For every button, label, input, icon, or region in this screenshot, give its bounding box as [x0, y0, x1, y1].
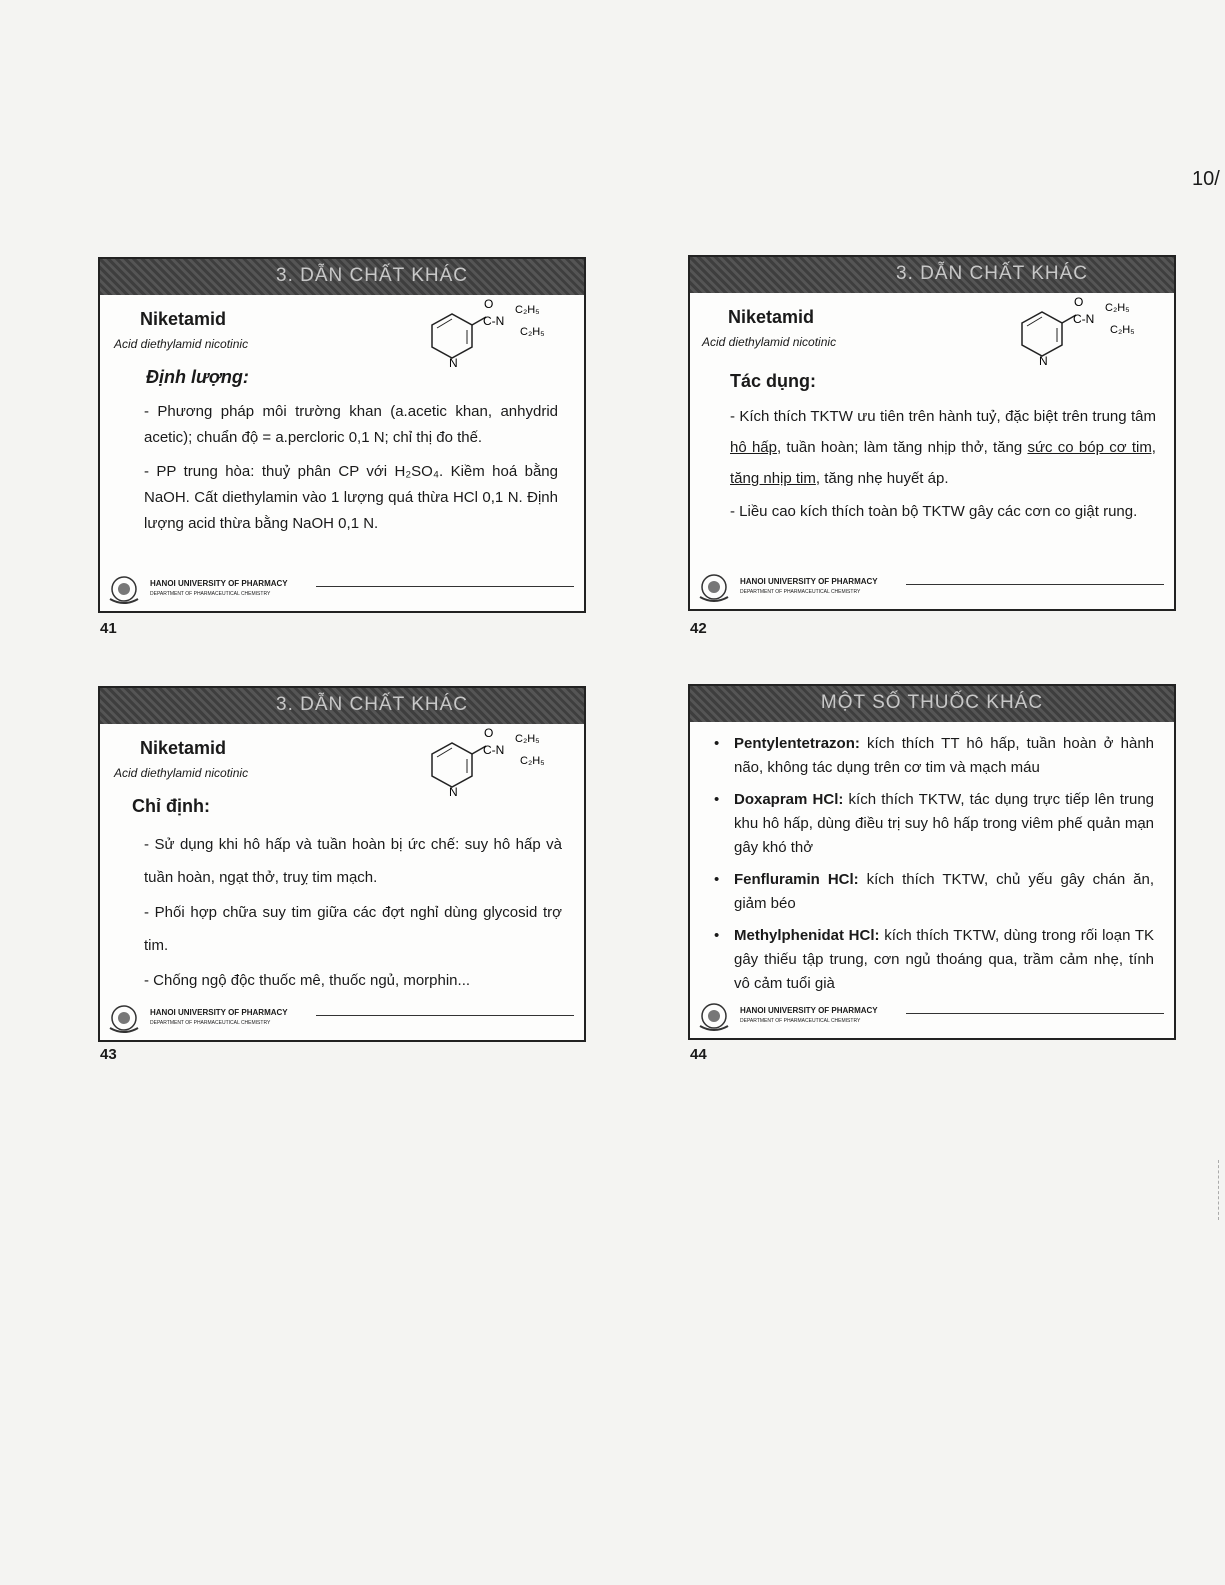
slide-header: 3. DẪN CHẤT KHÁC	[100, 688, 584, 724]
department-name: DEPARTMENT OF PHARMACEUTICAL CHEMISTRY	[150, 1020, 271, 1026]
list-item	[712, 868, 1154, 916]
list-item	[712, 732, 1154, 780]
slide-44	[688, 684, 1176, 1040]
slide-footer	[106, 575, 574, 607]
drug-name: Niketamid	[140, 309, 227, 329]
niketamid-structure-icon	[1012, 295, 1162, 375]
slide-number: 44	[690, 1046, 707, 1063]
footer-divider	[316, 586, 574, 587]
drug-name: Methylphenidat HCl:	[734, 927, 880, 944]
underlined-text: sức co bóp cơ tim, tăng nhịp tim	[730, 439, 1156, 487]
slide-43	[98, 686, 586, 1042]
university-logo-icon	[106, 575, 142, 605]
niketamid-structure-icon	[422, 297, 572, 377]
drug-subtitle: Acid diethylamid nicotinic	[114, 766, 249, 780]
oxygen-label: O	[484, 297, 494, 311]
section-title: Định lượng:	[146, 367, 249, 387]
page-number: 10/	[1192, 168, 1220, 190]
slide-footer	[696, 1002, 1164, 1034]
list-item	[712, 924, 1154, 996]
list-item	[712, 788, 1154, 860]
drug-name: Doxapram HCl:	[734, 791, 844, 808]
university-name: HANOI UNIVERSITY OF PHARMACY	[740, 577, 878, 586]
department-name: DEPARTMENT OF PHARMACEUTICAL CHEMISTRY	[740, 1018, 861, 1024]
oxygen-label: O	[484, 726, 494, 740]
slide-header: 3. DẪN CHẤT KHÁC	[100, 259, 584, 295]
amide-label: C-N	[1073, 312, 1095, 326]
slide-body	[730, 401, 1156, 529]
paragraph: - Liều cao kích thích toàn bộ TKTW gây các cơn co giật rung.	[730, 503, 1138, 520]
drug-name: Niketamid	[140, 738, 227, 758]
underlined-text: hô hấp	[730, 439, 777, 456]
slide-number: 41	[100, 620, 117, 637]
slide-number: 42	[690, 620, 707, 637]
footer-divider	[316, 1015, 574, 1016]
university-logo-icon	[696, 1002, 732, 1032]
drug-description: kích thích TKTW, tác dụng trực tiếp lên trung khu hô hấp, dùng điều trị suy hô hấp trong viêm phế quản mạn gây khó thở	[734, 791, 1154, 856]
niketamid-structure-icon	[422, 726, 572, 806]
slide-header: MỘT SỐ THUỐC KHÁC	[690, 686, 1174, 722]
ethyl-label: C₂H₅	[1105, 302, 1130, 314]
drug-description: kích thích TKTW, dùng trong rối loạn TK gây thiếu tập trung, cơn ngủ thoáng qua, trầm cảm nhẹ, tính vô cảm tuổi già	[734, 927, 1154, 992]
drug-subtitle: Acid diethylamid nicotinic	[702, 335, 837, 349]
paragraph: - Phối hợp chữa suy tim giữa các đợt nghỉ dùng glycosid trợ tim.	[144, 904, 562, 954]
paragraph: - PP trung hòa: thuỷ phân CP với H₂SO₄. Kiềm hoá bằng NaOH. Cất diethylamin vào 1 lượng quá thừa HCl 0,1 N. Định lượng acid thừa bằng NaOH 0,1 N.	[144, 463, 558, 532]
ethyl-label: C₂H₅	[515, 304, 540, 316]
ring-n-label: N	[1039, 354, 1048, 368]
university-name: HANOI UNIVERSITY OF PHARMACY	[150, 579, 288, 588]
university-name: HANOI UNIVERSITY OF PHARMACY	[740, 1006, 878, 1015]
ethyl-label: C₂H₅	[1110, 324, 1135, 336]
department-name: DEPARTMENT OF PHARMACEUTICAL CHEMISTRY	[740, 589, 861, 595]
drug-description: kích thích TT hô hấp, tuần hoàn ở hành não, không tác dụng trên cơ tim và mạch máu	[734, 735, 1154, 776]
slide-header: 3. DẪN CHẤT KHÁC	[690, 257, 1174, 293]
ethyl-label: C₂H₅	[520, 326, 545, 338]
paragraph: - Sử dụng khi hô hấp và tuần hoàn bị ức chế: suy hô hấp và tuần hoàn, ngạt thở, truỵ tim mạch.	[144, 836, 562, 886]
text-span: , tăng nhẹ huyết áp.	[815, 470, 949, 487]
slide-42	[688, 255, 1176, 611]
drug-description: kích thích TKTW, chủ yếu gây chán ăn, giảm béo	[734, 871, 1155, 912]
drug-name: Niketamid	[728, 307, 815, 327]
university-name: HANOI UNIVERSITY OF PHARMACY	[150, 1008, 288, 1017]
paragraph	[730, 401, 1156, 494]
footer-divider	[906, 1013, 1164, 1014]
slide-footer	[696, 573, 1164, 605]
section-title: Chỉ định:	[132, 796, 210, 816]
section-title: Tác dụng:	[730, 371, 816, 391]
ethyl-label: C₂H₅	[520, 755, 545, 767]
drug-subtitle: Acid diethylamid nicotinic	[114, 337, 249, 351]
drug-list	[712, 732, 1154, 1004]
oxygen-label: O	[1074, 295, 1084, 309]
paragraph: - Phương pháp môi trường khan (a.acetic khan, anhydrid acetic); chuẩn độ = a.percloric 0,1 N; chỉ thị đo thế.	[144, 403, 558, 446]
page-edge-mark	[1218, 1160, 1221, 1220]
drug-name: Fenfluramin HCl:	[734, 871, 859, 888]
ethyl-label: C₂H₅	[515, 733, 540, 745]
department-name: DEPARTMENT OF PHARMACEUTICAL CHEMISTRY	[150, 591, 271, 597]
text-span: , tuần hoàn; làm tăng nhịp thở, tăng	[776, 439, 1028, 456]
ring-n-label: N	[449, 356, 458, 370]
footer-divider	[906, 584, 1164, 585]
slide-body	[144, 399, 558, 545]
university-logo-icon	[106, 1004, 142, 1034]
slide-body	[144, 828, 562, 999]
amide-label: C-N	[483, 743, 505, 757]
slide-number: 43	[100, 1046, 117, 1063]
slide-41	[98, 257, 586, 613]
text-span: - Kích thích TKTW ưu tiên trên hành tuỷ, đặc biệt trên trung tâm	[730, 408, 1156, 425]
slide-footer	[106, 1004, 574, 1036]
ring-n-label: N	[449, 785, 458, 799]
paragraph: - Chống ngộ độc thuốc mê, thuốc ngủ, morphin...	[144, 972, 471, 989]
drug-name: Pentylentetrazon:	[734, 735, 860, 752]
university-logo-icon	[696, 573, 732, 603]
amide-label: C-N	[483, 314, 505, 328]
